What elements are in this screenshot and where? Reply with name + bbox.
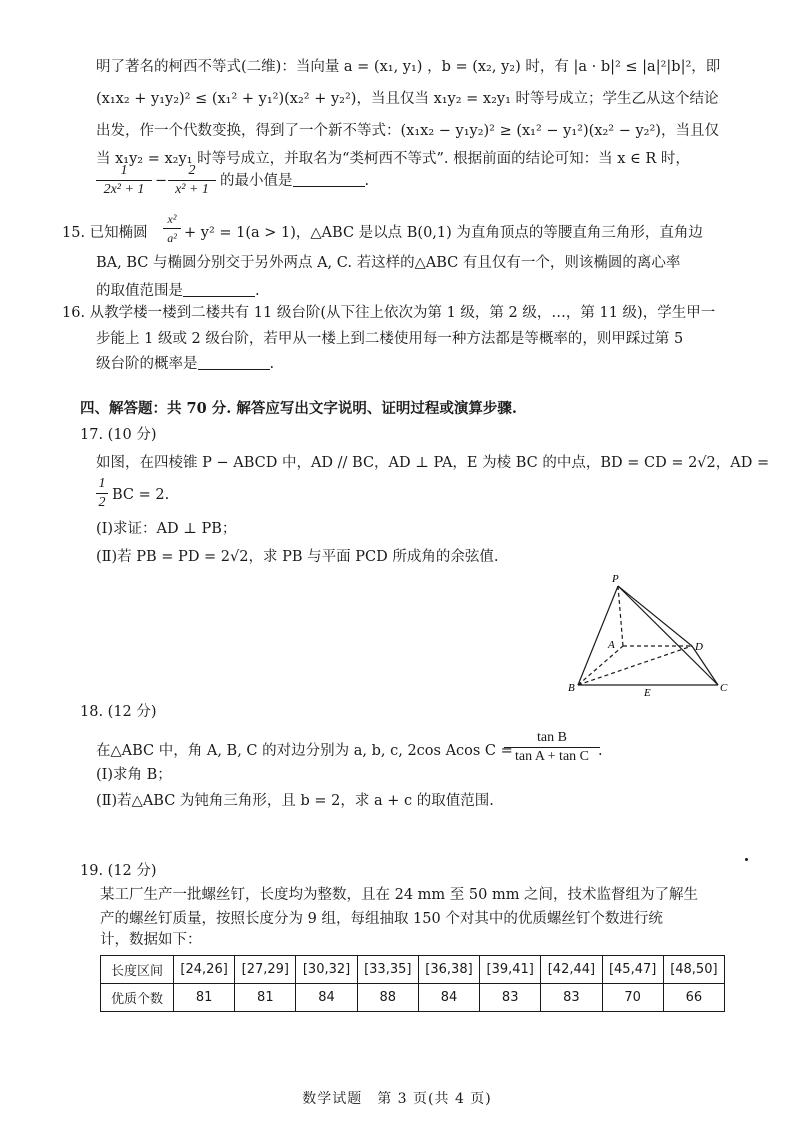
q15-fraction	[163, 211, 181, 246]
q14-fraction-1	[96, 163, 152, 198]
table-header-count: 优质个数	[101, 984, 174, 1012]
table-row-intervals	[101, 956, 725, 984]
q17-part-1: (Ⅰ)求证：AD ⊥ PB；	[96, 521, 237, 537]
q15-line-1	[62, 222, 148, 244]
label-d: D	[695, 641, 703, 653]
q17-fraction-numerator: 1	[98, 476, 106, 491]
q14-fraction-1-denominator: 2x² + 1	[103, 182, 145, 197]
q18-fraction-denominator: tan A + tan C	[514, 749, 589, 764]
table-cell: [27,29]	[235, 956, 296, 984]
q16-answer-blank[interactable]	[198, 355, 270, 370]
q16-question-tail: 级台阶的概率是	[96, 356, 198, 372]
q14-fraction-1-numerator: 1	[120, 163, 128, 178]
q14-fraction-2-denominator: x² + 1	[175, 182, 209, 197]
q17-fraction	[96, 476, 108, 511]
q18-period: .	[598, 743, 603, 759]
q19-line-2: 产的螺丝钉质量，按照长度分为 9 组，每组抽取 150 个对其中的优质螺丝钉个数进行统	[100, 911, 663, 927]
section-heading: 四、解答题：共 70 分. 解答应写出文字说明、证明过程或演算步骤.	[80, 400, 517, 417]
q19-header: 19. (12 分)	[80, 863, 157, 879]
table-header-interval: 长度区间	[101, 956, 174, 984]
q18-part-2: (Ⅱ)若△ABC 为钝角三角形，且 b = 2，求 a + c 的取值范围.	[96, 793, 494, 809]
q15-period: .	[255, 283, 260, 299]
table-cell: [45,47]	[602, 956, 663, 984]
table-cell: [42,44]	[541, 956, 602, 984]
q14-fraction-2	[168, 163, 216, 198]
q16-line-2: 步能上 1 级或 2 级台阶，若甲从一楼上到二楼使用每一种方法都是等概率的，则甲踩过第 5	[96, 331, 684, 347]
q17-fraction-denominator: 2	[98, 495, 106, 510]
q14-line-5	[220, 170, 369, 192]
q18-part-1: (Ⅰ)求角 B；	[96, 767, 172, 783]
scan-dot	[745, 858, 748, 861]
q17-part-2: (Ⅱ)若 PB = PD = 2√2，求 PB 与平面 PCD 所成角的余弦值.	[96, 549, 499, 565]
q16-period: .	[269, 356, 275, 372]
q15-question-tail: 的取值范围是	[96, 283, 183, 299]
table-cell: [24,26]	[174, 956, 235, 984]
table-row-counts	[101, 984, 725, 1012]
q14-line-4: 当 x₁y₂ = x₂y₁ 时等号成立，并取名为“类柯西不等式”. 根据前面的结论可知：当 x ∈ R 时，	[96, 151, 690, 167]
table-cell: 81	[174, 984, 235, 1012]
q16-line-3	[96, 353, 274, 375]
q14-minus: −	[155, 173, 168, 189]
table-cell: 70	[602, 984, 663, 1012]
q18-fraction	[504, 730, 600, 765]
table-cell: [33,35]	[357, 956, 418, 984]
q14-period: .	[364, 173, 370, 189]
q15-line-1b: + y² = 1(a > 1)，△ABC 是以点 B(0,1) 为直角顶点的等腰直角三角形，直角边	[184, 225, 703, 241]
q15-line-3	[96, 280, 260, 302]
label-p: P	[612, 573, 619, 585]
table-cell: 84	[418, 984, 479, 1012]
q19-line-3: 计，数据如下：	[100, 932, 202, 948]
q18-header: 18. (12 分)	[80, 704, 157, 720]
q15-answer-blank[interactable]	[183, 282, 255, 297]
label-a: A	[608, 639, 615, 651]
page-footer: 数学试题 第 3 页(共 4 页)	[302, 1091, 492, 1107]
q14-answer-blank[interactable]	[293, 172, 365, 187]
q19-line-1: 某工厂生产一批螺丝钉，长度均为整数，且在 24 mm 至 50 mm 之间，技术监督组为了解生	[100, 887, 699, 903]
screw-quality-table	[100, 955, 725, 1012]
table-cell: 83	[480, 984, 541, 1012]
table-cell: 66	[663, 984, 724, 1012]
table-cell: 83	[541, 984, 602, 1012]
q17-line-2: BC = 2.	[112, 487, 170, 503]
label-b: B	[568, 682, 575, 694]
q17-header: 17. (10 分)	[80, 427, 157, 443]
table-cell: [30,32]	[296, 956, 357, 984]
q15-fraction-denominator: a²	[167, 231, 177, 245]
q14-line-1: 明了著名的柯西不等式(二维)：当向量 a = (x₁, y₁) ，b = (x₂, y₂) 时，有 |a · b|² ≤ |a|²|b|²，即	[96, 59, 721, 75]
table-cell: 88	[357, 984, 418, 1012]
q17-line-1: 如图，在四棱锥 P − ABCD 中，AD // BC，AD ⊥ PA，E 为棱 BC 的中点，BD = CD = 2√2，AD =	[96, 455, 770, 471]
q16-line-1: 16. 从教学楼一楼到二楼共有 11 级台阶(从下往上依次为第 1 级，第 2 级，…，第 11 级)，学生甲一	[62, 305, 716, 321]
table-cell: [36,38]	[418, 956, 479, 984]
pyramid-figure	[560, 572, 740, 702]
q14-fraction-2-numerator: 2	[188, 163, 196, 178]
q18-line-1: 在△ABC 中，角 A, B, C 的对边分别为 a, b, c, 2cos Acos C =	[96, 743, 513, 759]
q15-fraction-numerator: x²	[167, 212, 177, 226]
table-cell: 84	[296, 984, 357, 1012]
label-e: E	[644, 687, 651, 699]
q18-fraction-numerator: tan B	[537, 730, 567, 745]
q14-line-2: (x₁x₂ + y₁y₂)² ≤ (x₁² + y₁²)(x₂² + y₂²)，当且仅当 x₁y₂ = x₂y₁ 时等号成立；学生乙从这个结论	[96, 91, 719, 107]
table-cell: 81	[235, 984, 296, 1012]
table-cell: [39,41]	[480, 956, 541, 984]
table-cell: [48,50]	[663, 956, 724, 984]
q14-question-tail: 的最小值是	[220, 173, 293, 189]
label-c: C	[720, 682, 728, 694]
q15-number: 15. 已知椭圆	[62, 225, 148, 241]
q14-line-3: 出发，作一个代数变换，得到了一个新不等式：(x₁x₂ − y₁y₂)² ≥ (x₁² − y₁²)(x₂² − y₂²)，当且仅	[96, 123, 719, 139]
q15-line-2: BA, BC 与椭圆分别交于另外两点 A, C. 若这样的△ABC 有且仅有一个，则该椭圆的离心率	[96, 255, 681, 271]
